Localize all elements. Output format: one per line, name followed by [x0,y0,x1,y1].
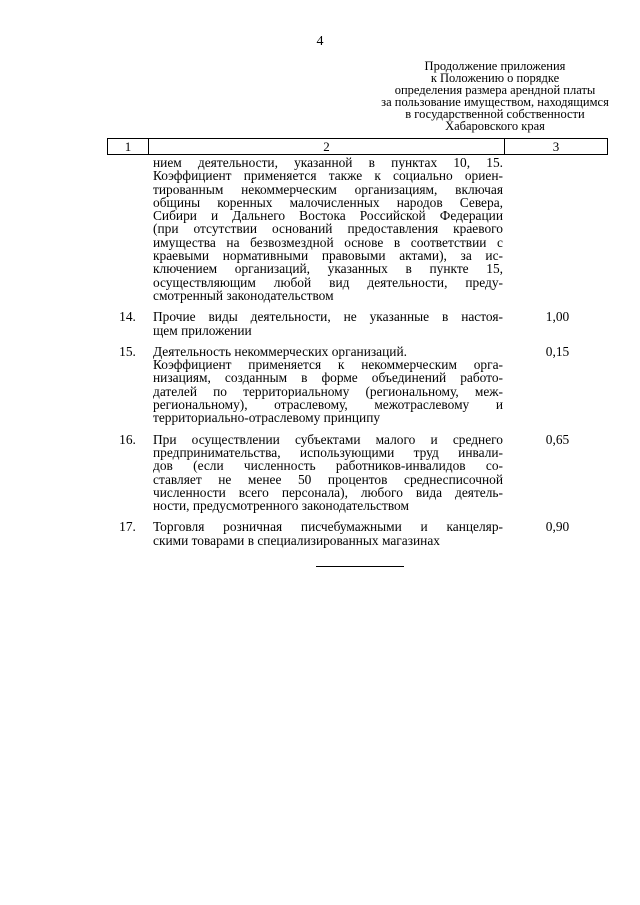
row-number: 15. [119,343,136,359]
row-coefficient: 0,15 [545,343,570,359]
row-number: 14. [119,309,136,325]
description-line: общины коренных малочисленных народов Севера, [153,194,503,210]
column-header-number: 1 [108,139,149,154]
appendix-note-line: Продолжение приложения [424,59,566,73]
row-number [107,156,148,302]
description-line: Коэффициент применяется к некоммерческим орга- [153,357,503,373]
row-description [148,310,504,337]
appendix-note-line: Хабаровского края [445,119,545,133]
description-line: тированным некоммерческим организациям, включая [153,181,503,197]
description-line: скими товарами в специализированных магазинах [153,532,440,548]
column-header-description: 2 [149,139,505,154]
description-line: имущества на безвозмездной основе в соответствии с [153,234,503,250]
description-line: осуществляющим любой вид деятельности, преду- [153,274,503,290]
row-number: 16. [119,431,136,447]
description-line: Прочие виды деятельности, не указанные в настоя- [153,309,503,325]
table-row-15 [107,345,608,425]
table-row-17 [107,520,608,547]
description-line: дателей по территориальному (региональному, меж- [153,383,503,399]
row-coefficient: 0,90 [545,519,570,535]
description-line: Торговля розничная писчебумажными и канцеляр- [153,519,503,535]
row-number: 17. [119,519,136,535]
description-line: нием деятельности, указанной в пунктах 10, 15. [153,155,503,170]
appendix-note [350,60,640,132]
appendix-note-line: к Положению о порядке [430,71,560,85]
page-number: 4 [316,34,324,49]
description-line: щем приложении [153,322,252,338]
description-line: предпринимательства, использующими труд инвали- [153,444,503,460]
row-coefficient [504,156,608,302]
description-line: (при отсутствии оснований предоставления краевого [153,221,503,237]
appendix-note-line: за пользование имуществом, находящимся [381,95,609,109]
appendix-note-line: определения размера арендной платы [394,83,596,97]
table-header-row [107,138,608,155]
description-line: Деятельность некоммерческих организаций. [153,343,407,359]
description-line: низациям, созданным в форме объединений работо- [153,370,503,386]
description-line: дов (если численность работников-инвалидов со- [153,458,503,474]
description-line: ставляет не менее 50 процентов среднесписочной [153,471,503,487]
table-row-14 [107,310,608,337]
description-line: Коэффициент применяется также к социально ориен- [153,168,503,184]
row-description [148,345,504,425]
table-row-continuation [107,156,608,302]
description-line: При осуществлении субъектами малого и среднего [153,431,503,447]
row-description [148,433,504,513]
table-body [107,156,608,547]
description-line: численности всего персонала), любого вида деятель- [153,484,503,500]
table-row-16 [107,433,608,513]
row-description [148,520,504,547]
row-description [148,156,504,302]
description-line: территориально-отраслевому принципу [153,410,381,426]
description-line: краевыми нормативными правовыми актами), за ис- [153,248,503,264]
description-line: региональному), отраслевому, межотраслевому и [153,397,503,413]
end-of-document-rule [316,566,404,567]
description-line: ности, предусмотренного законодательством [153,498,409,514]
appendix-note-line: в государственной собственности [405,107,585,121]
column-header-coefficient: 3 [552,139,560,154]
description-line: ключением организаций, указанных в пункте 15, [153,261,503,277]
row-coefficient: 1,00 [545,309,570,325]
description-line: Сибири и Дальнего Востока Российской Федерации [153,208,503,224]
description-line: смотренный законодательством [153,287,334,303]
row-coefficient: 0,65 [545,431,570,447]
